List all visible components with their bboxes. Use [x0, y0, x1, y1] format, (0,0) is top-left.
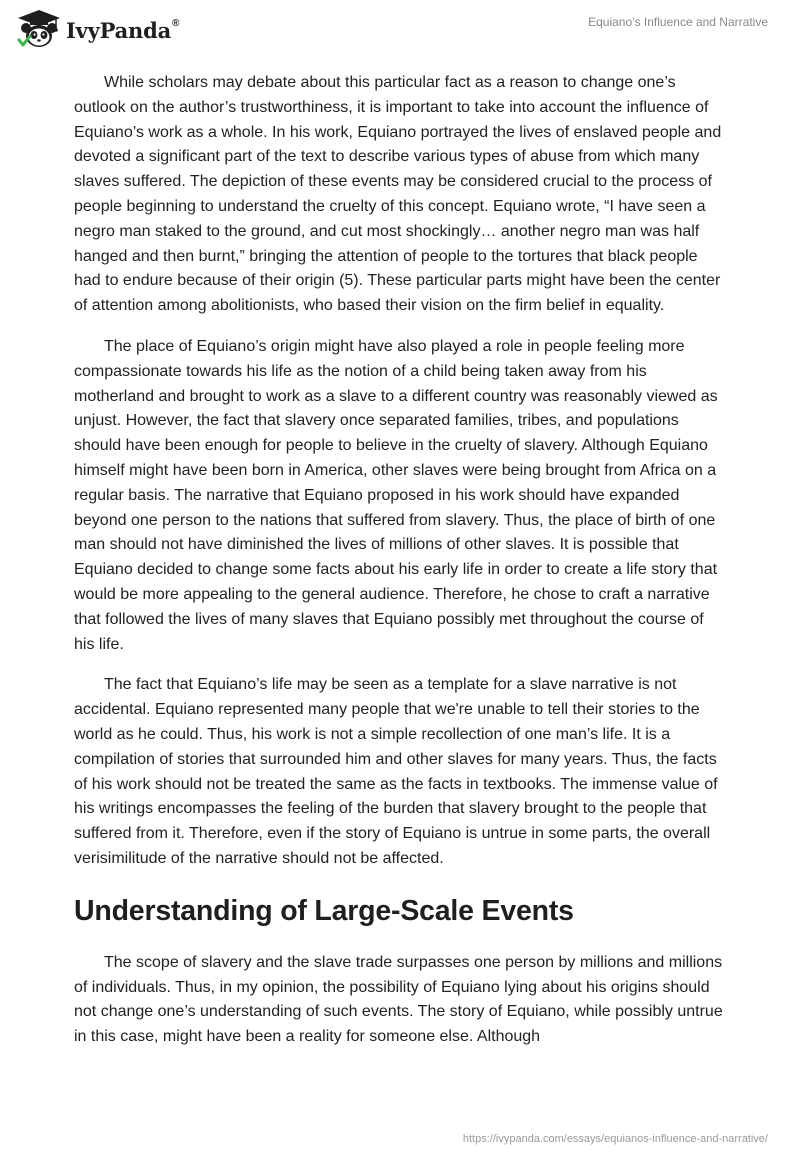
logo-text: IvyPanda® — [66, 17, 180, 43]
document-title: Equiano’s Influence and Narrative — [588, 15, 768, 29]
ivypanda-logo[interactable] — [16, 9, 179, 49]
registered-mark: ® — [172, 17, 180, 29]
page-header — [0, 0, 800, 60]
source-url[interactable]: https://ivypanda.com/essays/equianos-influence-and-narrative/ — [462, 1133, 768, 1145]
essay-body — [74, 71, 728, 1066]
panda-graduate-icon — [16, 9, 62, 49]
section-heading: Understanding of Large-Scale Events — [74, 894, 574, 927]
paragraph: The scope of slavery and the slave trade surpasses one person by millions and millions of individuals. Thus, in my opinion, the possibility of Equiano lying about his origins should not change one’s understanding of such events. The story of Equiano, while possibly untrue in this case, might have been a reality for someone else. Although — [74, 953, 723, 1046]
paragraph: The fact that Equiano’s life may be seen as a template for a slave narrative is not accidental. Equiano represented many people that we're unable to tell their stories to the world as he could. Thus, his work is not a simple recollection of one man’s life. It is a compilation of stories that surrounded him and other slaves for many years. Thus, the facts of his work should not be treated the same as the facts in textbooks. The immense value of his writings encompasses the feeling of the burden that slavery brought to the people that suffered from it. Therefore, even if the story of Equiano is untrue in some parts, the overall verisimilitude of the narrative should not be affected. — [74, 676, 718, 867]
paragraph: While scholars may debate about this particular fact as a reason to change one’s outlook on the author’s trustworthiness, it is important to take into account the influence of Equiano’s work as a whole. In his work, Equiano portrayed the lives of enslaved people and devoted a significant part of the text to describe various types of abuse from which many slaves suffered. The depiction of these events may be considered crucial to the process of people beginning to understand the cruelty of this concept. Equiano wrote, “I have seen a negro man staked to the ground, and cut most shockingly… another negro man was half hanged and then burnt,” bringing the attention of people to the tortures that black people had to endure because of their origin (5). These particular parts might have been the center of attention among abolitionists, who based their vision on the firm belief in equality. — [74, 74, 722, 315]
paragraph: The place of Equiano’s origin might have also played a role in people feeling more compassionate towards his life as the notion of a child being taken away from his motherland and brought to work as a slave to a different country was reasonably viewed as unjust. However, the fact that slavery once separated families, tribes, and populations should have been enough for people to believe in the cruelty of slavery. Although Equiano himself might have been born in America, other slaves were being brought from Africa on a regular basis. The narrative that Equiano proposed in his work should have expanded beyond one person to the nations that suffered from slavery. Thus, the place of birth of one man should not have diminished the lives of millions of other slaves. It is possible that Equiano decided to change some facts about his early life in order to create a life story that would be more appealing to the general audience. Therefore, he chose to craft a narrative that followed the lives of many slaves that Equiano possibly met throughout the course of his life. — [74, 337, 718, 653]
